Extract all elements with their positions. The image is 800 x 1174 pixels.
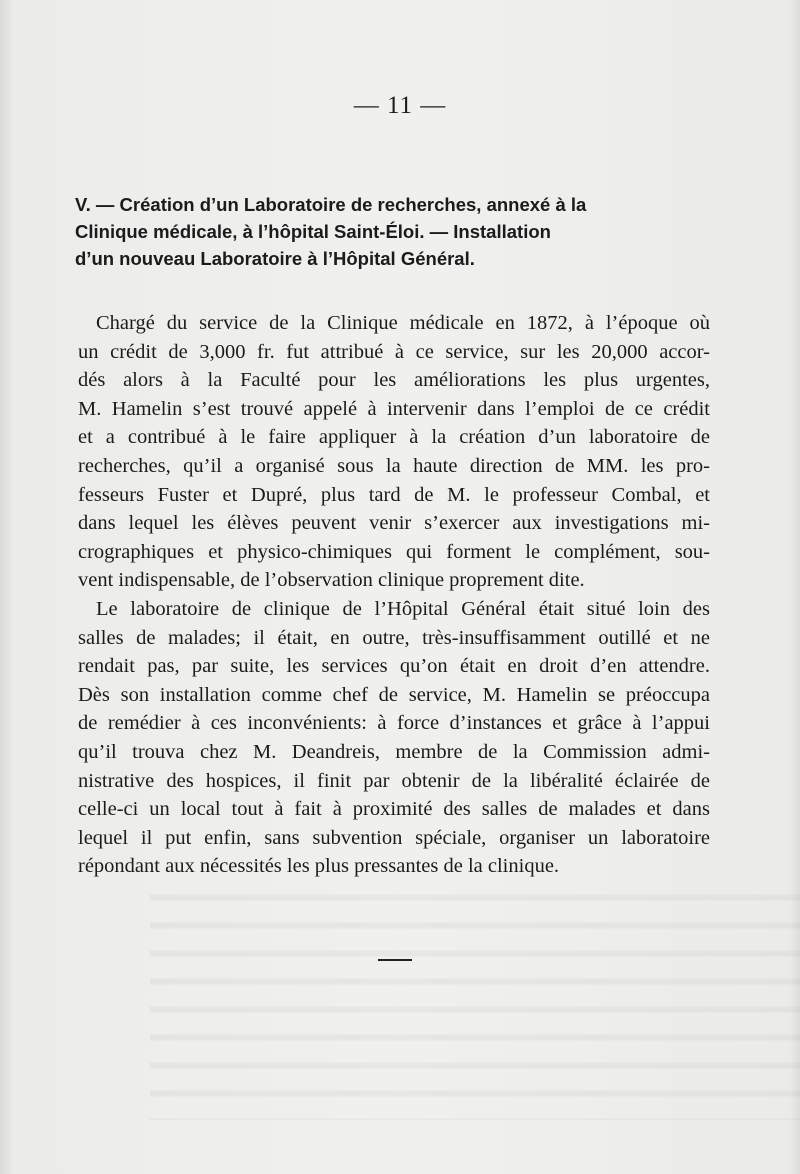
text-line: qu’il trouva chez M. Deandreis, membre de la Commission admi- (78, 740, 710, 763)
text-line: M. Hamelin s’est trouvé appelé à intervenir dans l’emploi de ce crédit (78, 397, 710, 420)
paragraph (78, 309, 710, 595)
text-line: Le laboratoire de clinique de l’Hôpital Général était situé loin des (96, 597, 710, 620)
heading-line: Clinique médicale, à l’hôpital Saint-Éloi. — Installation (75, 221, 551, 242)
text-line: dés alors à la Faculté pour les améliorations les plus urgentes, (78, 369, 710, 392)
closing-rule (378, 959, 412, 961)
text-line: et a contribué à le faire appliquer à la création d’un laboratoire de (78, 426, 710, 449)
text-line: vent indispensable, de l’observation clinique proprement dite. (78, 569, 585, 592)
heading-line: d’un nouveau Laboratoire à l’Hôpital Général. (75, 248, 475, 269)
text-line: Chargé du service de la Clinique médicale en 1872, à l’époque où (96, 312, 710, 334)
body-text (78, 309, 710, 881)
text-line: dans lequel les élèves peuvent venir s’exercer aux investigations mi- (78, 512, 710, 535)
text-line: celle-ci un local tout à fait à proximité des salles de malades et dans (78, 798, 710, 821)
text-line: lequel il put enfin, sans subvention spéciale, organiser un laboratoire (78, 826, 710, 849)
text-line: salles de malades; il était, en outre, très-insuffisamment outillé et ne (78, 626, 710, 649)
text-line: crographiques et physico-chimiques qui forment le complément, sou- (78, 540, 710, 563)
text-line: un crédit de 3,000 fr. fut attribué à ce service, sur les 20,000 accor- (78, 340, 710, 363)
text-line: fesseurs Fuster et Dupré, plus tard de M. le professeur Combal, et (78, 483, 710, 506)
text-line: nistrative des hospices, il finit par obtenir de la libéralité éclairée de (78, 769, 710, 792)
text-line: recherches, qu’il a organisé sous la haute direction de MM. les pro- (78, 454, 710, 477)
heading-line: V. — Création d’un Laboratoire de recherches, annexé à la (75, 194, 587, 215)
show-through-texture (150, 880, 800, 1120)
paragraph (78, 595, 710, 881)
text-line: répondant aux nécessités les plus pressantes de la clinique. (78, 855, 560, 878)
text-line: rendait pas, par suite, les services qu’on était en droit d’en attendre. (78, 655, 710, 678)
page-number: — 11 — (353, 92, 447, 119)
text-line: de remédier à ces inconvénients: à force d’instances et grâce à l’appui (78, 712, 710, 735)
section-heading (75, 191, 715, 272)
text-line: Dès son installation comme chef de service, M. Hamelin se préoccupa (78, 683, 710, 706)
